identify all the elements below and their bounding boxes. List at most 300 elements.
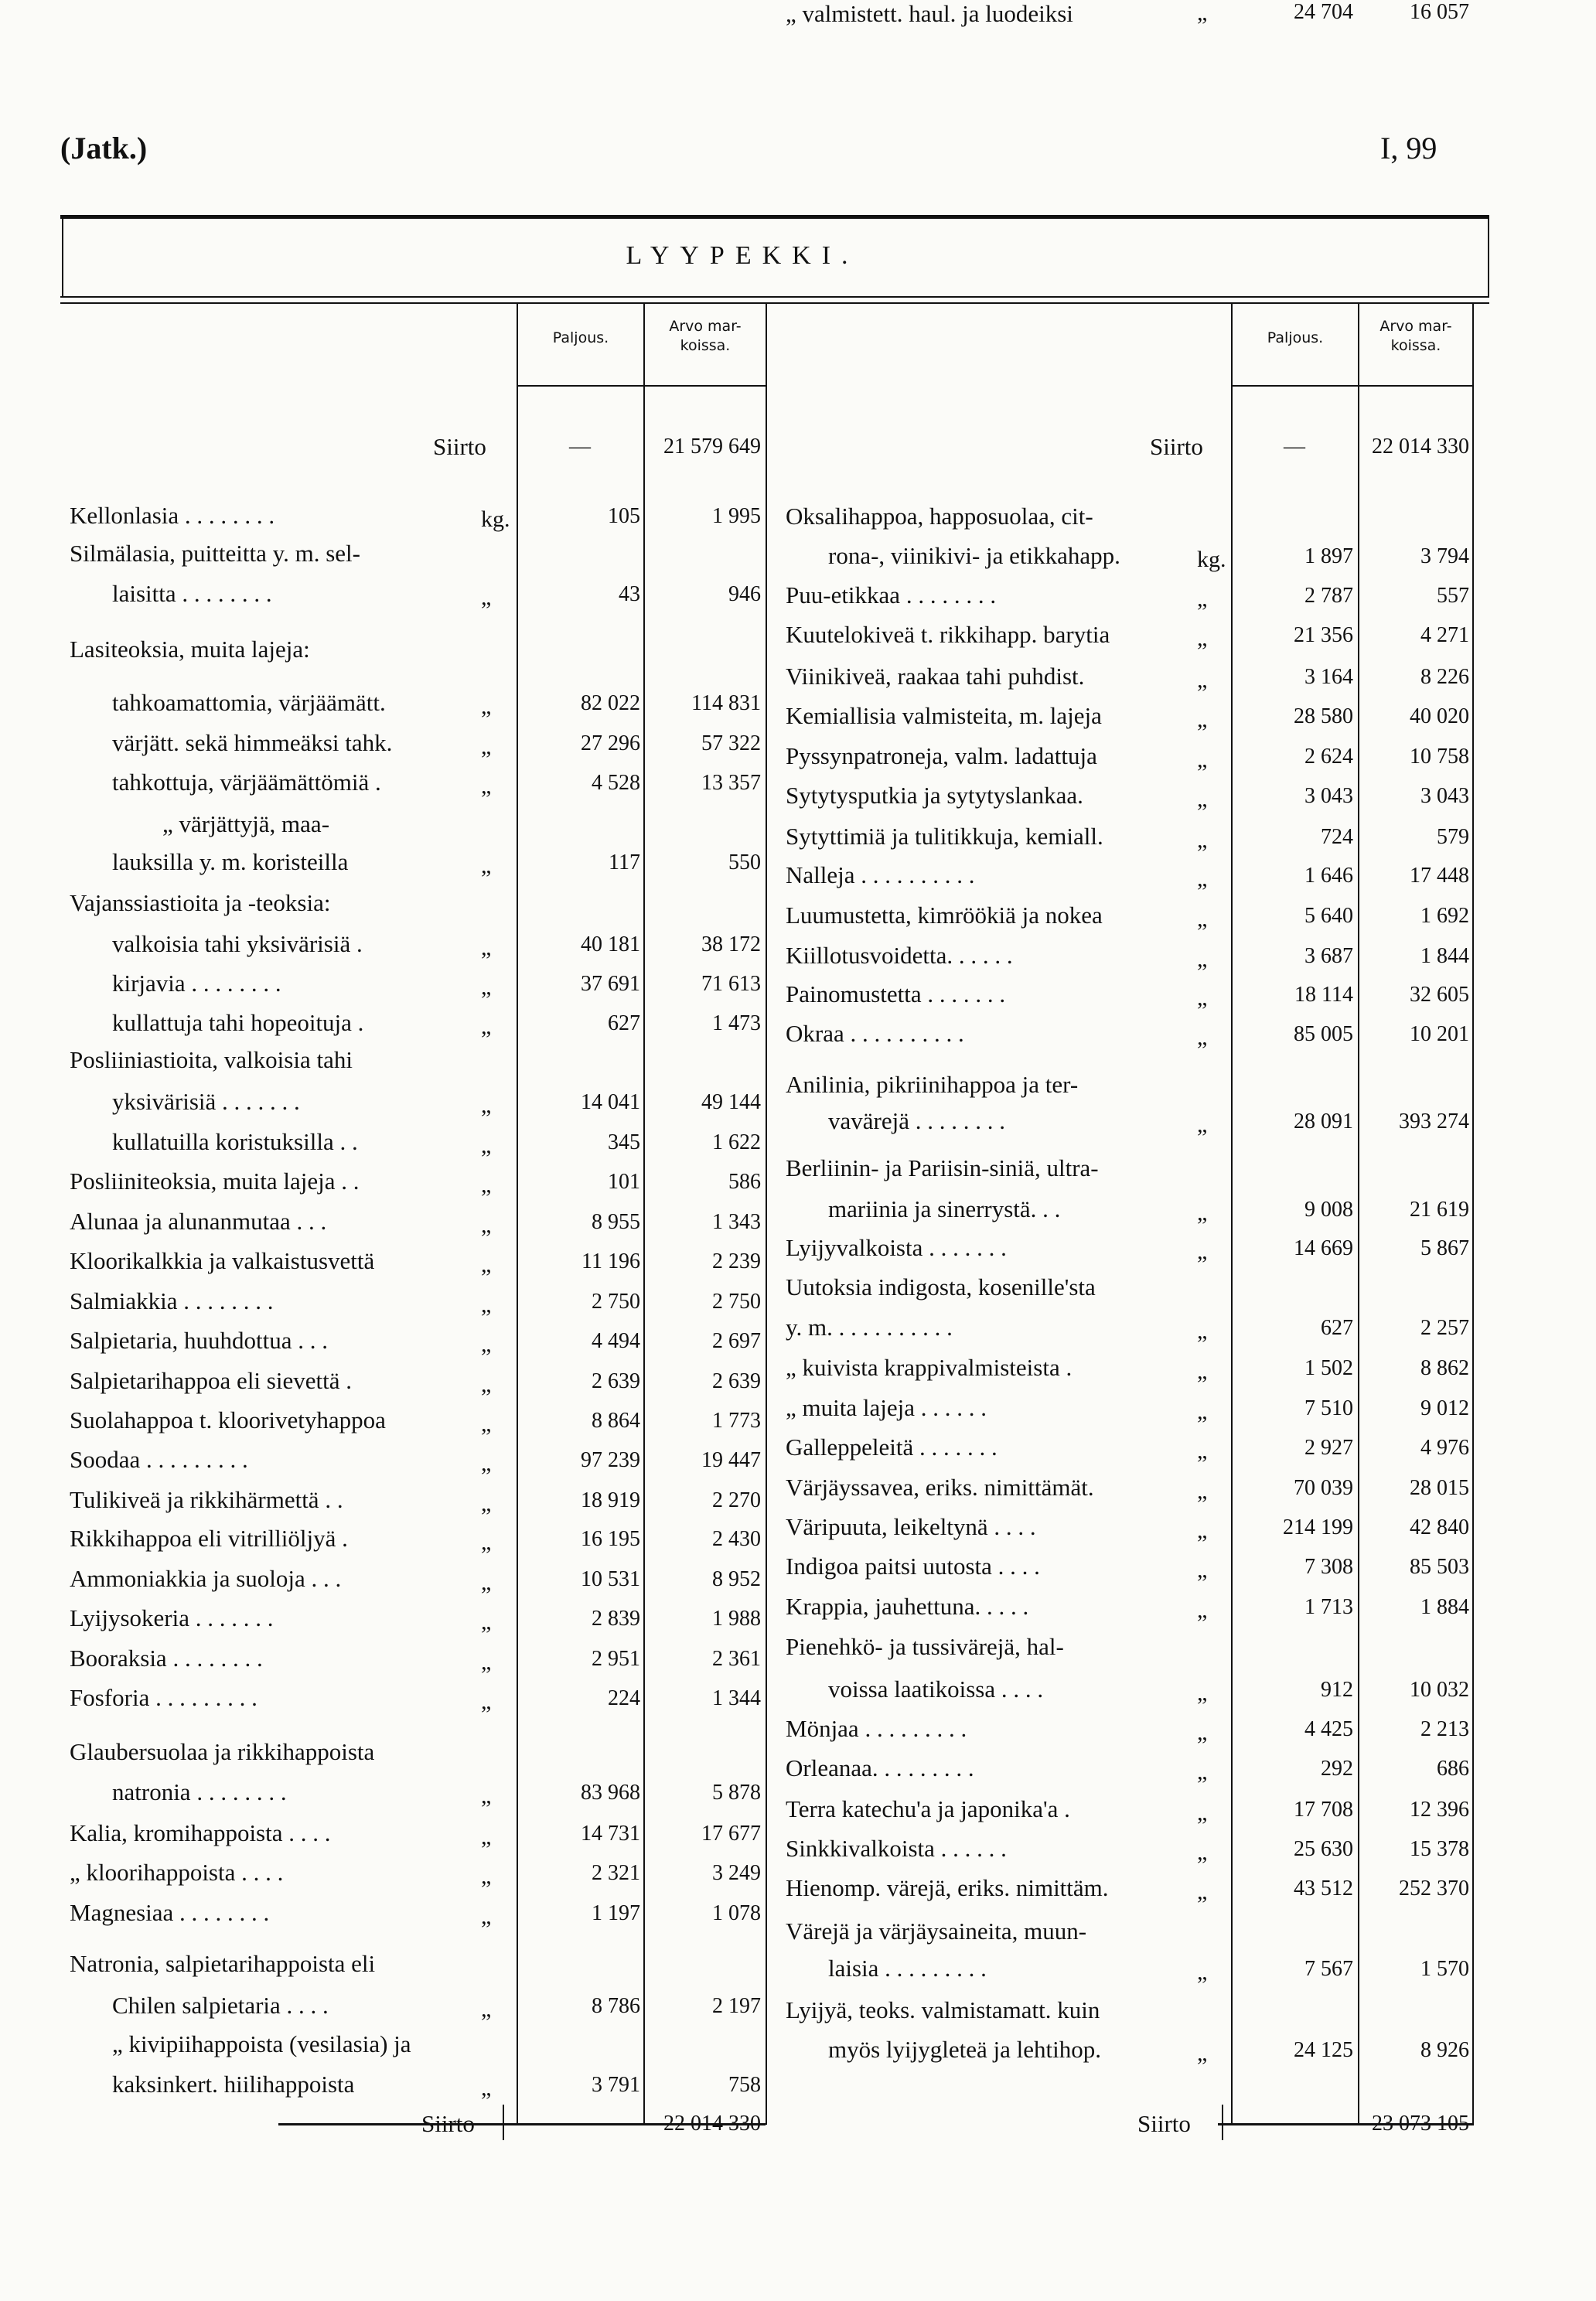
row-label: Posliiniteoksia, muita lajeja . . bbox=[70, 1168, 360, 1195]
row-label: laisitta . . . . . . . . bbox=[112, 580, 272, 607]
row-value: 557 bbox=[1437, 584, 1469, 608]
row-value: 21 619 bbox=[1410, 1198, 1469, 1222]
row-unit: „ bbox=[481, 1292, 492, 1318]
row-unit: „ bbox=[481, 585, 492, 610]
row-label: Terra katechu'a ja japonika'a . bbox=[786, 1795, 1070, 1822]
col-sep-right-edge bbox=[1472, 304, 1474, 2125]
row-quantity: 3 687 bbox=[1304, 944, 1353, 968]
row-label: mariinia ja sinerrystä. . . bbox=[828, 1195, 1061, 1222]
row-quantity: 27 296 bbox=[581, 731, 640, 755]
row-unit: „ bbox=[1197, 667, 1208, 693]
row-label: kirjavia . . . . . . . . bbox=[112, 970, 281, 997]
row-unit: „ bbox=[1197, 1800, 1208, 1825]
row-label: Salmiakkia . . . . . . . . bbox=[70, 1287, 274, 1314]
row-label: Magnesiaa . . . . . . . . bbox=[70, 1899, 270, 1926]
row-value: 49 144 bbox=[701, 1090, 761, 1114]
row-quantity: 7 567 bbox=[1304, 1957, 1353, 1981]
row-quantity: 2 321 bbox=[592, 1861, 640, 1885]
row-label: Krappia, jauhettuna. . . . . bbox=[786, 1593, 1029, 1620]
row-unit: „ bbox=[481, 1172, 492, 1198]
row-label: Pienehkö- ja tussivärejä, hal- bbox=[786, 1633, 1064, 1660]
row-label: Sytyttimiä ja tulitikkuja, kemiall. bbox=[786, 823, 1103, 850]
row-value: 393 274 bbox=[1399, 1110, 1469, 1133]
row-unit: „ bbox=[1197, 946, 1208, 972]
row-value: 32 605 bbox=[1410, 983, 1469, 1007]
row-unit: „ bbox=[481, 1996, 492, 2022]
row-label: Salpietaria, huuhdottua . . . bbox=[70, 1327, 329, 1354]
row-unit: kg. bbox=[1197, 547, 1226, 572]
row-unit: „ bbox=[1197, 906, 1208, 932]
row-quantity: 8 864 bbox=[592, 1409, 640, 1433]
row-label: kullattuja tahi hopeoituja . bbox=[112, 1009, 364, 1036]
row-unit: „ bbox=[481, 1252, 492, 1277]
row-value: 38 172 bbox=[701, 932, 761, 956]
row-quantity: 117 bbox=[609, 851, 640, 874]
row-quantity: 1 713 bbox=[1304, 1595, 1353, 1619]
right-carry-in-label: Siirto bbox=[1150, 433, 1203, 460]
row-unit: „ bbox=[481, 694, 492, 719]
row-label: Kiillotusvoidetta. . . . . . bbox=[786, 942, 1013, 969]
row-label: Suolahappoa t. kloorivetyhappoa bbox=[70, 1406, 386, 1433]
row-label: yksivärisiä . . . . . . . bbox=[112, 1088, 300, 1115]
row-value: 2 213 bbox=[1420, 1717, 1469, 1741]
left-carry-in-label: Siirto bbox=[433, 433, 486, 460]
row-value: 17 448 bbox=[1410, 864, 1469, 888]
row-quantity: 101 bbox=[608, 1170, 640, 1194]
row-value: 1 078 bbox=[712, 1901, 761, 1925]
row-value: 2 239 bbox=[712, 1249, 761, 1273]
row-label: kaksinkert. hiilihappoista bbox=[112, 2071, 355, 2098]
row-value: 2 430 bbox=[712, 1527, 761, 1551]
row-value: 19 447 bbox=[701, 1448, 761, 1472]
row-quantity: 627 bbox=[608, 1011, 640, 1035]
row-label: Vajanssiastioita ja -teoksia: bbox=[70, 889, 331, 916]
row-label: lauksilla y. m. koristeilla bbox=[112, 848, 349, 875]
row-quantity: 14 669 bbox=[1294, 1236, 1353, 1260]
row-label: „ kivipiihappoista (vesilasia) ja bbox=[112, 2030, 411, 2057]
row-value: 758 bbox=[728, 2073, 761, 2097]
row-quantity: 2 639 bbox=[592, 1369, 640, 1393]
row-label: Lyijysokeria . . . . . . . bbox=[70, 1604, 274, 1631]
row-unit: „ bbox=[481, 1411, 492, 1437]
row-label: Pyssynpatroneja, valm. ladattuja bbox=[786, 742, 1097, 769]
row-label: Orleanaa. . . . . . . . . bbox=[786, 1754, 974, 1781]
row-label: Silmälasia, puitteitta y. m. sel- bbox=[70, 540, 360, 567]
row-label: rona-, viinikivi- ja etikkahapp. bbox=[828, 542, 1120, 569]
row-label: valkoisia tahi yksivärisiä . bbox=[112, 930, 363, 957]
row-unit: „ bbox=[481, 1863, 492, 1889]
row-label: „ valmistett. haul. ja luodeiksi bbox=[786, 0, 1073, 27]
row-value: 1 995 bbox=[712, 504, 761, 528]
row-label: Värjäyssavea, eriks. nimittämät. bbox=[786, 1474, 1094, 1501]
row-label: Rikkihappoa eli vitrilliöljyä . bbox=[70, 1525, 348, 1552]
row-quantity: 43 bbox=[619, 582, 640, 606]
row-value: 2 639 bbox=[712, 1369, 761, 1393]
left-carry-out-value: 22 014 330 bbox=[663, 2112, 761, 2136]
left-header-rule bbox=[518, 385, 766, 387]
row-label: Booraksia . . . . . . . . bbox=[70, 1645, 263, 1672]
left-carry-in-qty: — bbox=[569, 435, 591, 458]
row-unit: „ bbox=[1197, 0, 1208, 26]
page-section-label: (Jatk.) bbox=[60, 131, 148, 165]
row-unit: „ bbox=[481, 1014, 492, 1039]
row-unit: „ bbox=[481, 1212, 492, 1238]
row-unit: „ bbox=[481, 1570, 492, 1595]
row-quantity: 3 164 bbox=[1304, 665, 1353, 689]
row-value: 1 622 bbox=[712, 1130, 761, 1154]
row-value: 10 201 bbox=[1410, 1022, 1469, 1046]
row-label: Uutoksia indigosta, kosenille'sta bbox=[786, 1273, 1096, 1300]
left-value-header: Arvo mar- koissa. bbox=[669, 318, 742, 354]
row-quantity: 4 494 bbox=[592, 1329, 640, 1353]
page-number: I, 99 bbox=[1380, 131, 1437, 165]
row-label: tahkottuja, värjäämättömiä . bbox=[112, 769, 381, 796]
right-header-rule bbox=[1233, 385, 1472, 387]
row-quantity: 85 005 bbox=[1294, 1022, 1353, 1046]
row-quantity: 21 356 bbox=[1294, 623, 1353, 647]
row-unit: „ bbox=[1197, 1597, 1208, 1623]
row-unit: „ bbox=[1197, 1024, 1208, 1050]
row-value: 4 271 bbox=[1420, 623, 1469, 647]
row-label: Kloorikalkkia ja valkaistusvettä bbox=[70, 1247, 375, 1274]
right-value-header: Arvo mar- koissa. bbox=[1379, 318, 1452, 354]
row-unit: „ bbox=[1197, 1318, 1208, 1344]
row-value: 2 361 bbox=[712, 1647, 761, 1671]
row-label: natronia . . . . . . . . bbox=[112, 1778, 287, 1805]
row-label: Viinikiveä, raakaa tahi puhdist. bbox=[786, 663, 1085, 690]
row-unit: „ bbox=[481, 1491, 492, 1516]
row-unit: „ bbox=[481, 935, 492, 960]
row-unit: „ bbox=[1197, 1239, 1208, 1264]
row-unit: „ bbox=[481, 1331, 492, 1357]
row-value: 2 750 bbox=[712, 1290, 761, 1314]
row-value: 1 344 bbox=[712, 1686, 761, 1710]
row-label: Tulikiveä ja rikkihärmettä . . bbox=[70, 1486, 343, 1513]
row-value: 10 758 bbox=[1410, 745, 1469, 769]
row-unit: „ bbox=[1197, 1879, 1208, 1904]
row-label: Ammoniakkia ja suoloja . . . bbox=[70, 1565, 342, 1592]
row-quantity: 1 197 bbox=[592, 1901, 640, 1925]
row-quantity: 3 791 bbox=[592, 2073, 640, 2097]
row-label: Lasiteoksia, muita lajeja: bbox=[70, 636, 310, 663]
frame-right-line bbox=[1488, 219, 1489, 298]
row-label: Kalia, kromihappoista . . . . bbox=[70, 1819, 331, 1846]
right-carry-out-value: 23 073 105 bbox=[1372, 2112, 1469, 2136]
row-quantity: 345 bbox=[608, 1130, 640, 1154]
row-unit: „ bbox=[481, 1904, 492, 1929]
row-unit: „ bbox=[481, 1450, 492, 1476]
row-label: myös lyijygleteä ja lehtihop. bbox=[828, 2036, 1101, 2063]
row-label: „ kuivista krappivalmisteista . bbox=[786, 1354, 1073, 1381]
row-unit: „ bbox=[1197, 1518, 1208, 1543]
row-value: 586 bbox=[728, 1170, 761, 1194]
row-value: 85 503 bbox=[1410, 1555, 1469, 1579]
row-quantity: 105 bbox=[608, 504, 640, 528]
row-label: Kemiallisia valmisteita, m. lajeja bbox=[786, 702, 1102, 729]
row-label: Nalleja . . . . . . . . . . bbox=[786, 861, 975, 888]
row-unit: „ bbox=[1197, 1557, 1208, 1583]
right-carry-in-value: 22 014 330 bbox=[1372, 435, 1469, 458]
row-value: 71 613 bbox=[701, 972, 761, 996]
row-unit: „ bbox=[481, 773, 492, 799]
row-unit: „ bbox=[481, 1689, 492, 1714]
right-carry-out-tick bbox=[1222, 2105, 1223, 2140]
row-value: 8 926 bbox=[1420, 2038, 1469, 2062]
row-label: Sytytysputkia ja sytytyslankaa. bbox=[786, 782, 1083, 809]
row-label: „ muita lajeja . . . . . . bbox=[786, 1394, 987, 1421]
row-quantity: 2 927 bbox=[1304, 1436, 1353, 1460]
row-quantity: 8 786 bbox=[592, 1994, 640, 2018]
row-unit: „ bbox=[1197, 586, 1208, 612]
row-quantity: 1 897 bbox=[1304, 544, 1353, 568]
row-label: Posliiniastioita, valkoisia tahi bbox=[70, 1046, 353, 1073]
row-unit: „ bbox=[1197, 1112, 1208, 1137]
row-unit: „ bbox=[1197, 1959, 1208, 1985]
row-value: 3 794 bbox=[1420, 544, 1469, 568]
row-unit: „ bbox=[1197, 1358, 1208, 1384]
row-value: 10 032 bbox=[1410, 1678, 1469, 1702]
row-quantity: 18 114 bbox=[1294, 983, 1353, 1007]
row-quantity: 83 968 bbox=[581, 1781, 640, 1805]
row-value: 4 976 bbox=[1420, 1436, 1469, 1460]
row-quantity: 2 951 bbox=[592, 1647, 640, 1671]
row-quantity: 4 425 bbox=[1304, 1717, 1353, 1741]
row-unit: „ bbox=[1197, 1399, 1208, 1424]
row-label: voissa laatikoissa . . . . bbox=[828, 1675, 1044, 1703]
row-label: värjätt. sekä himmeäksi tahk. bbox=[112, 729, 393, 756]
row-label: y. m. . . . . . . . . . . bbox=[786, 1314, 953, 1341]
row-quantity: 25 630 bbox=[1294, 1837, 1353, 1861]
row-label: Puu-etikkaa . . . . . . . . bbox=[786, 581, 997, 608]
row-value: 28 015 bbox=[1410, 1476, 1469, 1500]
row-unit: „ bbox=[1197, 1759, 1208, 1785]
row-quantity: 2 624 bbox=[1304, 745, 1353, 769]
row-unit: „ bbox=[1197, 626, 1208, 651]
row-unit: „ bbox=[481, 1824, 492, 1849]
row-quantity: 16 195 bbox=[581, 1527, 640, 1551]
row-value: 12 396 bbox=[1410, 1798, 1469, 1822]
row-label: laisia . . . . . . . . . bbox=[828, 1955, 987, 1982]
row-value: 1 844 bbox=[1420, 944, 1469, 968]
row-quantity: 14 731 bbox=[581, 1822, 640, 1846]
row-label: Väripuuta, leikeltynä . . . . bbox=[786, 1513, 1036, 1540]
row-label: Alunaa ja alunanmutaa . . . bbox=[70, 1208, 327, 1235]
row-label: Chilen salpietaria . . . . bbox=[112, 1992, 329, 2019]
left-carry-out-tick bbox=[503, 2105, 504, 2140]
left-carry-out-qty: — bbox=[569, 2112, 591, 2136]
right-carry-in-qty: — bbox=[1284, 435, 1305, 458]
row-unit: „ bbox=[1197, 1200, 1208, 1225]
row-quantity: 3 043 bbox=[1304, 784, 1353, 808]
left-carry-out-label: Siirto bbox=[421, 2110, 475, 2137]
row-quantity: 17 708 bbox=[1294, 1798, 1353, 1822]
title-rule-2 bbox=[60, 302, 1489, 304]
row-value: 1 884 bbox=[1420, 1595, 1469, 1619]
row-unit: „ bbox=[481, 974, 492, 1000]
row-value: 3 043 bbox=[1420, 784, 1469, 808]
row-quantity: 24 704 bbox=[1294, 0, 1353, 24]
row-quantity: 224 bbox=[608, 1686, 640, 1710]
row-label: Okraa . . . . . . . . . . bbox=[786, 1020, 964, 1047]
row-value: 579 bbox=[1437, 825, 1469, 849]
right-carry-out-qty: — bbox=[1284, 2112, 1305, 2136]
row-unit: „ bbox=[481, 1649, 492, 1675]
row-value: 2 257 bbox=[1420, 1316, 1469, 1340]
row-value: 5 878 bbox=[712, 1781, 761, 1805]
row-value: 2 270 bbox=[712, 1488, 761, 1512]
row-label: Kuutelokiveä t. rikkihapp. barytia bbox=[786, 621, 1110, 648]
table-top-rule bbox=[60, 215, 1489, 219]
row-unit: „ bbox=[1197, 747, 1208, 772]
row-unit: „ bbox=[1197, 827, 1208, 853]
row-unit: „ bbox=[1197, 707, 1208, 732]
row-label: Luumustetta, kimröökiä ja nokea bbox=[786, 902, 1103, 929]
row-value: 5 867 bbox=[1420, 1236, 1469, 1260]
row-quantity: 11 196 bbox=[581, 1249, 640, 1273]
row-unit: „ bbox=[1197, 866, 1208, 891]
row-quantity: 2 839 bbox=[592, 1607, 640, 1631]
row-value: 8 226 bbox=[1420, 665, 1469, 689]
row-quantity: 627 bbox=[1321, 1316, 1353, 1340]
row-value: 8 952 bbox=[712, 1567, 761, 1591]
row-unit: „ bbox=[1197, 1478, 1208, 1504]
row-quantity: 82 022 bbox=[581, 691, 640, 715]
row-unit: „ bbox=[1197, 1720, 1208, 1745]
row-unit: „ bbox=[1197, 2040, 1208, 2066]
row-value: 9 012 bbox=[1420, 1396, 1469, 1420]
row-label: Glaubersuolaa ja rikkihappoista bbox=[70, 1738, 375, 1765]
row-value: 686 bbox=[1437, 1757, 1469, 1781]
row-label: „ kloorihappoista . . . . bbox=[70, 1859, 284, 1886]
row-label: Mönjaa . . . . . . . . . bbox=[786, 1715, 967, 1742]
row-quantity: 2 750 bbox=[592, 1290, 640, 1314]
row-unit: „ bbox=[1197, 786, 1208, 812]
right-carry-out-label: Siirto bbox=[1137, 2110, 1191, 2137]
row-label: Hienomp. värejä, eriks. nimittäm. bbox=[786, 1874, 1109, 1901]
row-value: 1 343 bbox=[712, 1210, 761, 1234]
row-quantity: 1 502 bbox=[1304, 1356, 1353, 1380]
row-quantity: 43 512 bbox=[1294, 1877, 1353, 1900]
row-label: Salpietarihappoa eli sievettä . bbox=[70, 1367, 352, 1394]
row-unit: „ bbox=[1197, 1680, 1208, 1706]
row-label: Painomustetta . . . . . . . bbox=[786, 980, 1006, 1007]
row-unit: „ bbox=[1197, 1438, 1208, 1464]
row-label: Sinkkivalkoista . . . . . . bbox=[786, 1835, 1007, 1862]
row-quantity: 10 531 bbox=[581, 1567, 640, 1591]
row-unit: „ bbox=[481, 1372, 492, 1397]
row-unit: „ bbox=[1197, 985, 1208, 1011]
row-quantity: 2 787 bbox=[1304, 584, 1353, 608]
row-value: 57 322 bbox=[701, 731, 761, 755]
row-quantity: 214 199 bbox=[1283, 1515, 1353, 1539]
row-quantity: 4 528 bbox=[592, 771, 640, 795]
row-label: Berliinin- ja Pariisin-siniä, ultra- bbox=[786, 1154, 1099, 1181]
row-quantity: 292 bbox=[1321, 1757, 1353, 1781]
row-value: 15 378 bbox=[1410, 1837, 1469, 1861]
row-unit: „ bbox=[481, 853, 492, 878]
right-qty-header: Paljous. bbox=[1267, 329, 1324, 346]
row-quantity: 24 125 bbox=[1294, 2038, 1353, 2062]
row-value: 1 773 bbox=[712, 1409, 761, 1433]
row-unit: „ bbox=[481, 1133, 492, 1158]
row-quantity: 912 bbox=[1321, 1678, 1353, 1702]
row-value: 13 357 bbox=[701, 771, 761, 795]
row-value: 1 570 bbox=[1420, 1957, 1469, 1981]
table-title: LYYPEKKI. bbox=[626, 241, 859, 270]
row-label: Fosforia . . . . . . . . . bbox=[70, 1684, 257, 1711]
row-value: 1 692 bbox=[1420, 904, 1469, 928]
left-qty-header: Paljous. bbox=[552, 329, 609, 346]
row-quantity: 18 919 bbox=[581, 1488, 640, 1512]
row-unit: „ bbox=[481, 1783, 492, 1808]
row-quantity: 7 308 bbox=[1304, 1555, 1353, 1579]
row-quantity: 28 580 bbox=[1294, 704, 1353, 728]
row-value: 16 057 bbox=[1410, 0, 1469, 24]
row-unit: „ bbox=[481, 2075, 492, 2101]
row-quantity: 8 955 bbox=[592, 1210, 640, 1234]
row-quantity: 7 510 bbox=[1304, 1396, 1353, 1420]
row-value: 1 473 bbox=[712, 1011, 761, 1035]
row-label: Natronia, salpietarihappoista eli bbox=[70, 1950, 376, 1977]
row-quantity: 14 041 bbox=[581, 1090, 640, 1114]
row-label: tahkoamattomia, värjäämätt. bbox=[112, 689, 386, 716]
row-label: Galleppeleitä . . . . . . . bbox=[786, 1433, 998, 1461]
row-unit: „ bbox=[481, 1093, 492, 1118]
row-label: Lyijyvalkoista . . . . . . . bbox=[786, 1234, 1007, 1261]
row-quantity: 28 091 bbox=[1294, 1110, 1353, 1133]
row-label: vavärejä . . . . . . . . bbox=[828, 1107, 1005, 1134]
col-sep-mid bbox=[766, 304, 767, 2125]
left-carry-in-value: 21 579 649 bbox=[663, 435, 761, 458]
row-value: 946 bbox=[728, 582, 761, 606]
row-quantity: 9 008 bbox=[1304, 1198, 1353, 1222]
row-unit: kg. bbox=[481, 506, 510, 532]
row-value: 8 862 bbox=[1420, 1356, 1469, 1380]
row-unit: „ bbox=[1197, 1839, 1208, 1865]
title-rule-1 bbox=[60, 296, 1489, 298]
row-quantity: 5 640 bbox=[1304, 904, 1353, 928]
row-unit: „ bbox=[481, 1529, 492, 1555]
row-label: Soodaa . . . . . . . . . bbox=[70, 1446, 248, 1473]
row-label: Indigoa paitsi uutosta . . . . bbox=[786, 1553, 1040, 1580]
row-value: 114 831 bbox=[691, 691, 761, 715]
row-quantity: 1 646 bbox=[1304, 864, 1353, 888]
row-value: 40 020 bbox=[1410, 704, 1469, 728]
row-label: Värejä ja värjäysaineita, muun- bbox=[786, 1918, 1087, 1945]
row-quantity: 97 239 bbox=[581, 1448, 640, 1472]
row-label: Anilinia, pikriinihappoa ja ter- bbox=[786, 1071, 1079, 1098]
row-unit: „ bbox=[481, 734, 492, 759]
row-value: 3 249 bbox=[712, 1861, 761, 1885]
row-value: 550 bbox=[728, 851, 761, 874]
row-value: 2 697 bbox=[712, 1329, 761, 1353]
row-quantity: 724 bbox=[1321, 825, 1353, 849]
row-value: 2 197 bbox=[712, 1994, 761, 2018]
row-value: 1 988 bbox=[712, 1607, 761, 1631]
row-label: kullatuilla koristuksilla . . bbox=[112, 1128, 358, 1155]
row-value: 252 370 bbox=[1399, 1877, 1469, 1900]
row-label: Lyijyä, teoks. valmistamatt. kuin bbox=[786, 1996, 1100, 2023]
row-value: 17 677 bbox=[701, 1822, 761, 1846]
row-unit: „ bbox=[481, 1609, 492, 1635]
row-label: „ värjättyjä, maa- bbox=[162, 810, 330, 837]
row-quantity: 37 691 bbox=[581, 972, 640, 996]
row-quantity: 40 181 bbox=[581, 932, 640, 956]
row-value: 42 840 bbox=[1410, 1515, 1469, 1539]
row-label: Kellonlasia . . . . . . . . bbox=[70, 502, 275, 529]
row-label: Oksalihappoa, happosuolaa, cit- bbox=[786, 503, 1093, 530]
row-quantity: 70 039 bbox=[1294, 1476, 1353, 1500]
